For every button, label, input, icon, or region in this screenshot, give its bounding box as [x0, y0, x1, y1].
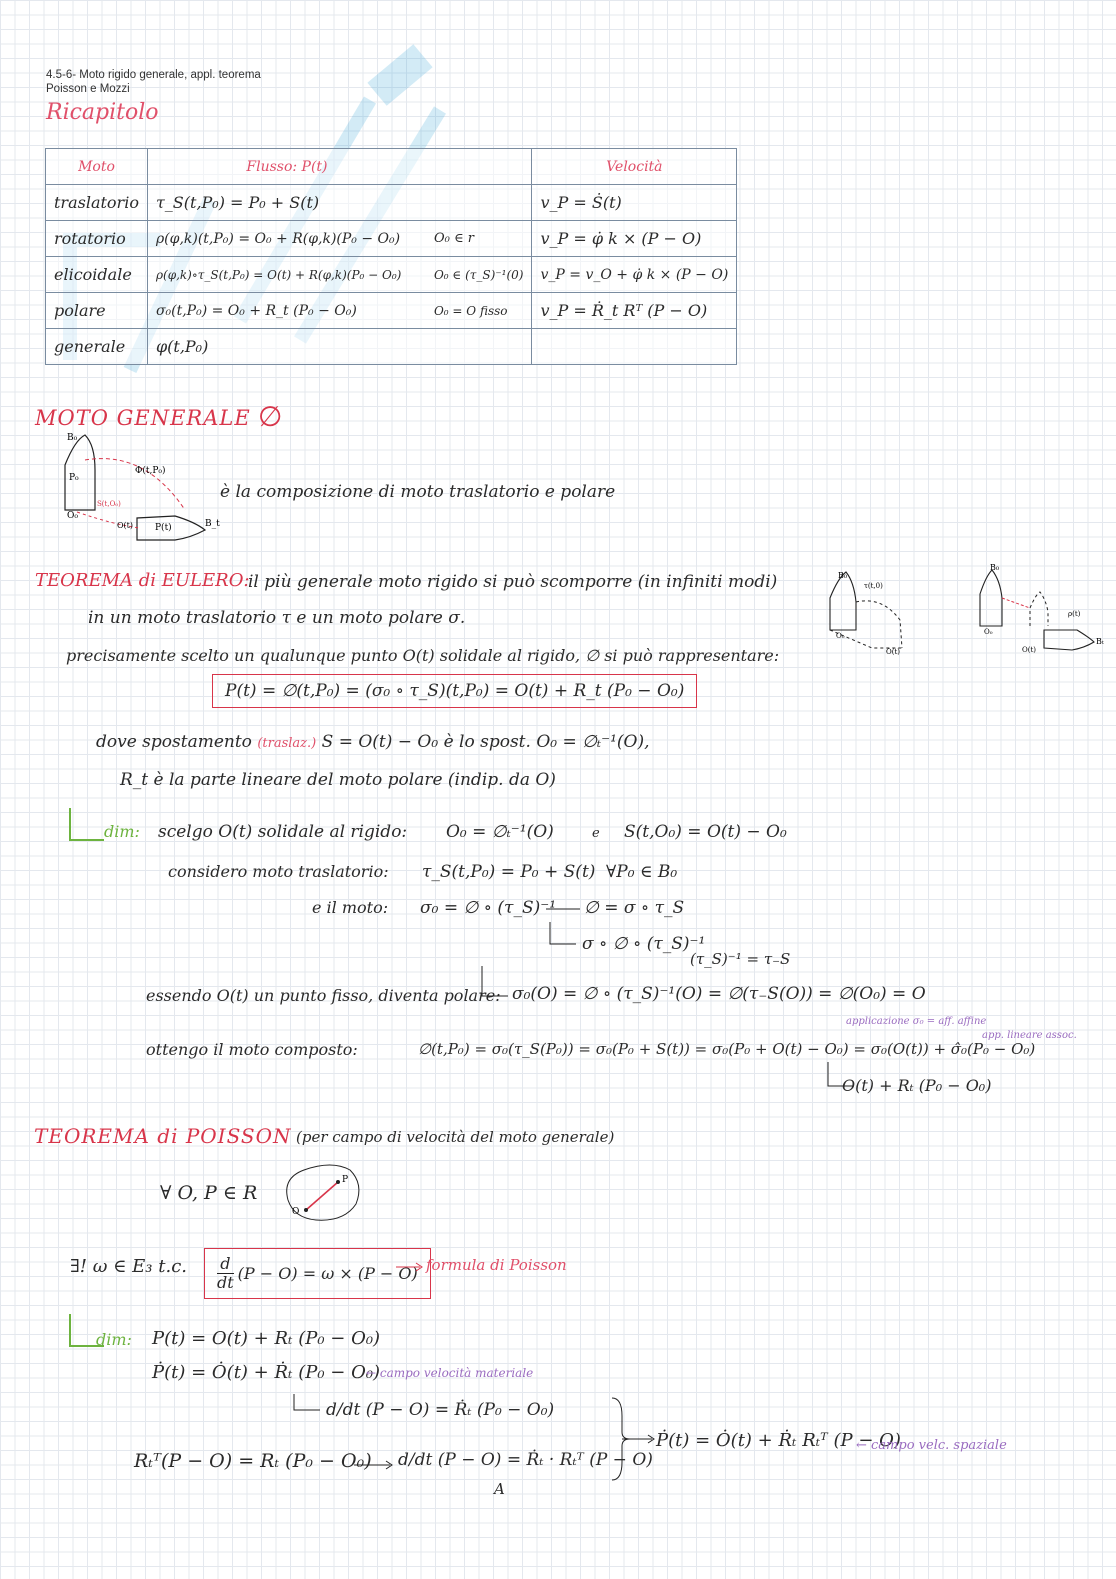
poisson-exists: ∃! ω ∈ E₃ t.c. [70, 1256, 187, 1277]
header-title-line1: 4.5-6- Moto rigido generale, appl. teorema [46, 69, 261, 81]
formula-body: (P − O) = ω × (P − O) [237, 1264, 418, 1283]
cell-flusso: φ(t,P₀) [147, 329, 426, 365]
fraction-denominator: dt [217, 1273, 234, 1292]
fig-o0-label: O₀ [836, 632, 845, 640]
column-header: Velocità [532, 149, 737, 185]
cell-flusso: σ₀(t,P₀) = O₀ + R_t (P₀ − O₀) [147, 293, 426, 329]
cell-moto: generale [46, 329, 148, 365]
fig-rho-label: ρ(t) [1068, 610, 1081, 618]
fig-bt-label: Bₜ [1096, 637, 1104, 646]
euler-line3: precisamente scelto un qualunque punto O(t) solidale al rigido, ∅ si può rappresentare: [66, 646, 780, 665]
dim1-note2: app. lineare assoc. [982, 1030, 1077, 1041]
dim2-line4a: Rₜᵀ(P − O) = Rₜ (P₀ − O₀) [134, 1450, 372, 1472]
fig-ot-label: O(t) [886, 648, 901, 656]
general-description: è la composizione di moto traslatorio e polare [220, 482, 616, 502]
cell-vel [532, 329, 737, 365]
fig-ot-label: O(t) [117, 521, 134, 530]
dim1-line6b: ∅(t,P₀) = σ₀(τ_S(P₀)) = σ₀(P₀ + S(t)) = σ₀(P₀ + O(t) − O₀) = σ₀(O(t)) + σ̂₀(P₀ − O₀) [418, 1040, 1036, 1058]
euler-line2: in un moto traslatorio τ e un moto polare σ. [88, 608, 466, 628]
fig-o-label: O [292, 1207, 300, 1217]
dim2-line3: d/dt (P − O) = Ṙₜ (P₀ − O₀) [326, 1400, 555, 1420]
table-row [46, 293, 737, 329]
dim1-line6c: O(t) + Rₜ (P₀ − O₀) [842, 1076, 992, 1095]
fig-bt-label: B_t [205, 519, 220, 529]
dim1-line5b: σ₀(O) = ∅ ∘ (τ_S)⁻¹(O) = ∅(τ₋S(O)) = ∅(O₀) = O [512, 984, 926, 1004]
euler-line4 [96, 732, 650, 752]
euler-line5: R_t è la parte lineare del moto polare (indip. da O) [120, 770, 556, 790]
fig-ot-label-2: O(t) [1022, 646, 1037, 654]
cell-vel: v_P = Ṡ(t) [532, 185, 737, 221]
fig-b0-label: B₀ [67, 433, 78, 443]
table-row [46, 185, 737, 221]
dim2-line2-note: ← campo velocità materiale [366, 1366, 534, 1380]
general-symbol: ∅ [258, 400, 283, 433]
dim1-line3b: σ₀ = ∅ ∘ (τ_S)⁻¹ [420, 898, 557, 918]
recap-table [45, 148, 737, 365]
cell-moto: elicoidale [46, 257, 148, 293]
general-motion-figure [55, 430, 225, 550]
fig-p-label: P [342, 1175, 349, 1185]
fig-b0-label-2: B₀ [990, 563, 1000, 572]
euler-line4-b: (traslaz.) [257, 736, 317, 751]
column-header: Moto [46, 149, 148, 185]
arrow-icon [622, 1434, 656, 1444]
euler-line4-a: dove spostamento [96, 732, 252, 752]
dim1-label: dim: [104, 822, 140, 841]
cell-cond: O₀ ∈ (τ_S)⁻¹(0) [426, 257, 532, 293]
cell-moto: traslatorio [46, 185, 148, 221]
dim1-line4a: σ ∘ ∅ ∘ (τ_S)⁻¹ [582, 934, 706, 954]
table-header-row [46, 149, 737, 185]
cell-flusso: ρ(φ,k)(t,P₀) = O₀ + R(φ,k)(P₀ − O₀) [147, 221, 426, 257]
header-title-line2: Poisson e Mozzi [46, 83, 130, 95]
recap-title: Ricapitolo [46, 100, 159, 125]
dim2-line1: P(t) = O(t) + Rₜ (P₀ − O₀) [152, 1328, 381, 1349]
euler-line4-c: S = O(t) − O₀ è lo spost. O₀ = ∅ₜ⁻¹(O), [321, 732, 650, 752]
dim1-line2a: considero moto traslatorio: [168, 862, 389, 881]
fig-phi-label: Φ(t,P₀) [135, 466, 166, 476]
dim1-line6a: ottengo il moto composto: [146, 1040, 358, 1059]
cell-cond: O₀ = O fisso [426, 293, 532, 329]
dim1-line1b: O₀ = ∅ₜ⁻¹(O) [446, 822, 554, 842]
dim1-line3a: e il moto: [312, 898, 389, 917]
cell-vel: v_P = φ̇ k × (P − O) [532, 221, 737, 257]
cell-moto: polare [46, 293, 148, 329]
fraction-numerator: d [217, 1255, 234, 1274]
dim1-line3c: ∅ = σ ∘ τ_S [584, 898, 685, 918]
dim1-line5a: essendo O(t) un punto fisso, diventa polare: [146, 986, 501, 1005]
fig-o0-label: O₀ [67, 511, 78, 521]
fig-o0-label-2: O₀ [984, 628, 993, 636]
dim1-line2c: ∀P₀ ∈ B₀ [606, 862, 678, 882]
dim1-line1c: e [592, 826, 600, 841]
general-heading: MOTO GENERALE [35, 406, 251, 430]
column-header [426, 149, 532, 185]
dim2-line4b: d/dt (P − O) = Ṙₜ · Rₜᵀ (P − O) [398, 1450, 653, 1470]
euler-figures [822, 563, 1112, 658]
table-row [46, 221, 737, 257]
arrow-icon [546, 904, 582, 914]
cell-cond: O₀ ∈ r [426, 221, 532, 257]
arrow-icon [396, 1262, 424, 1272]
rigid-body-figure [278, 1160, 364, 1226]
euler-line1: il più generale moto rigido si può scomporre (in infiniti modi) [248, 572, 778, 592]
bracket-icon [480, 966, 510, 1000]
dim1-line1a: scelgo O(t) solidale al rigido: [158, 822, 408, 842]
table-row [46, 329, 737, 365]
cell-cond [426, 185, 532, 221]
dim2-line4c: A [494, 1480, 505, 1498]
fig-p0-label: P₀ [69, 473, 79, 483]
table-row [46, 257, 737, 293]
cell-vel: v_P = Ṙ_t Rᵀ (P − O) [532, 293, 737, 329]
cell-flusso: τ_S(t,P₀) = P₀ + S(t) [147, 185, 426, 221]
fig-tau-label: τ(t,0) [864, 582, 883, 590]
dim2-line2: Ṗ(t) = Ȯ(t) + Ṙₜ (P₀ − O₀) [152, 1362, 381, 1383]
arrow-icon [354, 1460, 394, 1470]
column-header: Flusso: P(t) [147, 149, 426, 185]
bracket-icon [548, 922, 578, 950]
bracket-icon [292, 1394, 322, 1418]
euler-heading: TEOREMA di EULERO: [35, 570, 250, 591]
cell-flusso: ρ(φ,k)∘τ_S(t,P₀) = O(t) + R(φ,k)(P₀ − O₀) [147, 257, 426, 293]
dim2-line5-note: ← campo velc. spaziale [856, 1438, 1007, 1453]
poisson-heading: TEOREMA di POISSON [34, 1124, 292, 1148]
fig-pt-label: P(t) [155, 523, 172, 533]
dim1-line1d: S(t,O₀) = O(t) − O₀ [624, 822, 787, 842]
dim2-line5: Ṗ(t) = Ȯ(t) + Ṙₜ Rₜᵀ (P − O) [656, 1430, 901, 1451]
dim1-note1: applicazione σ₀ = aff. affine [846, 1016, 987, 1027]
fig-b0-label: B₀ [838, 571, 848, 580]
cell-cond [426, 329, 532, 365]
poisson-formula-box [204, 1248, 431, 1299]
derivative-fraction [217, 1255, 234, 1292]
poisson-forall: ∀ O, P ∈ R [160, 1182, 258, 1204]
cell-vel: v_P = v_O + φ̇ k × (P − O) [532, 257, 737, 293]
dim1-line4b: (τ_S)⁻¹ = τ₋S [690, 950, 791, 968]
cell-moto: rotatorio [46, 221, 148, 257]
fig-s-label: S(t,O₀) [97, 500, 121, 508]
poisson-formula-label: formula di Poisson [426, 1256, 567, 1274]
dim1-line2b: τ_S(t,P₀) = P₀ + S(t) [422, 862, 596, 882]
dim-bracket-icon [66, 806, 106, 846]
euler-formula-box: P(t) = ∅(t,P₀) = (σ₀ ∘ τ_S)(t,P₀) = O(t) + R_t (P₀ − O₀) [212, 674, 697, 708]
document-header [46, 68, 261, 96]
dim2-label: dim: [96, 1330, 132, 1349]
poisson-subtitle: (per campo di velocità del moto generale) [296, 1128, 615, 1146]
